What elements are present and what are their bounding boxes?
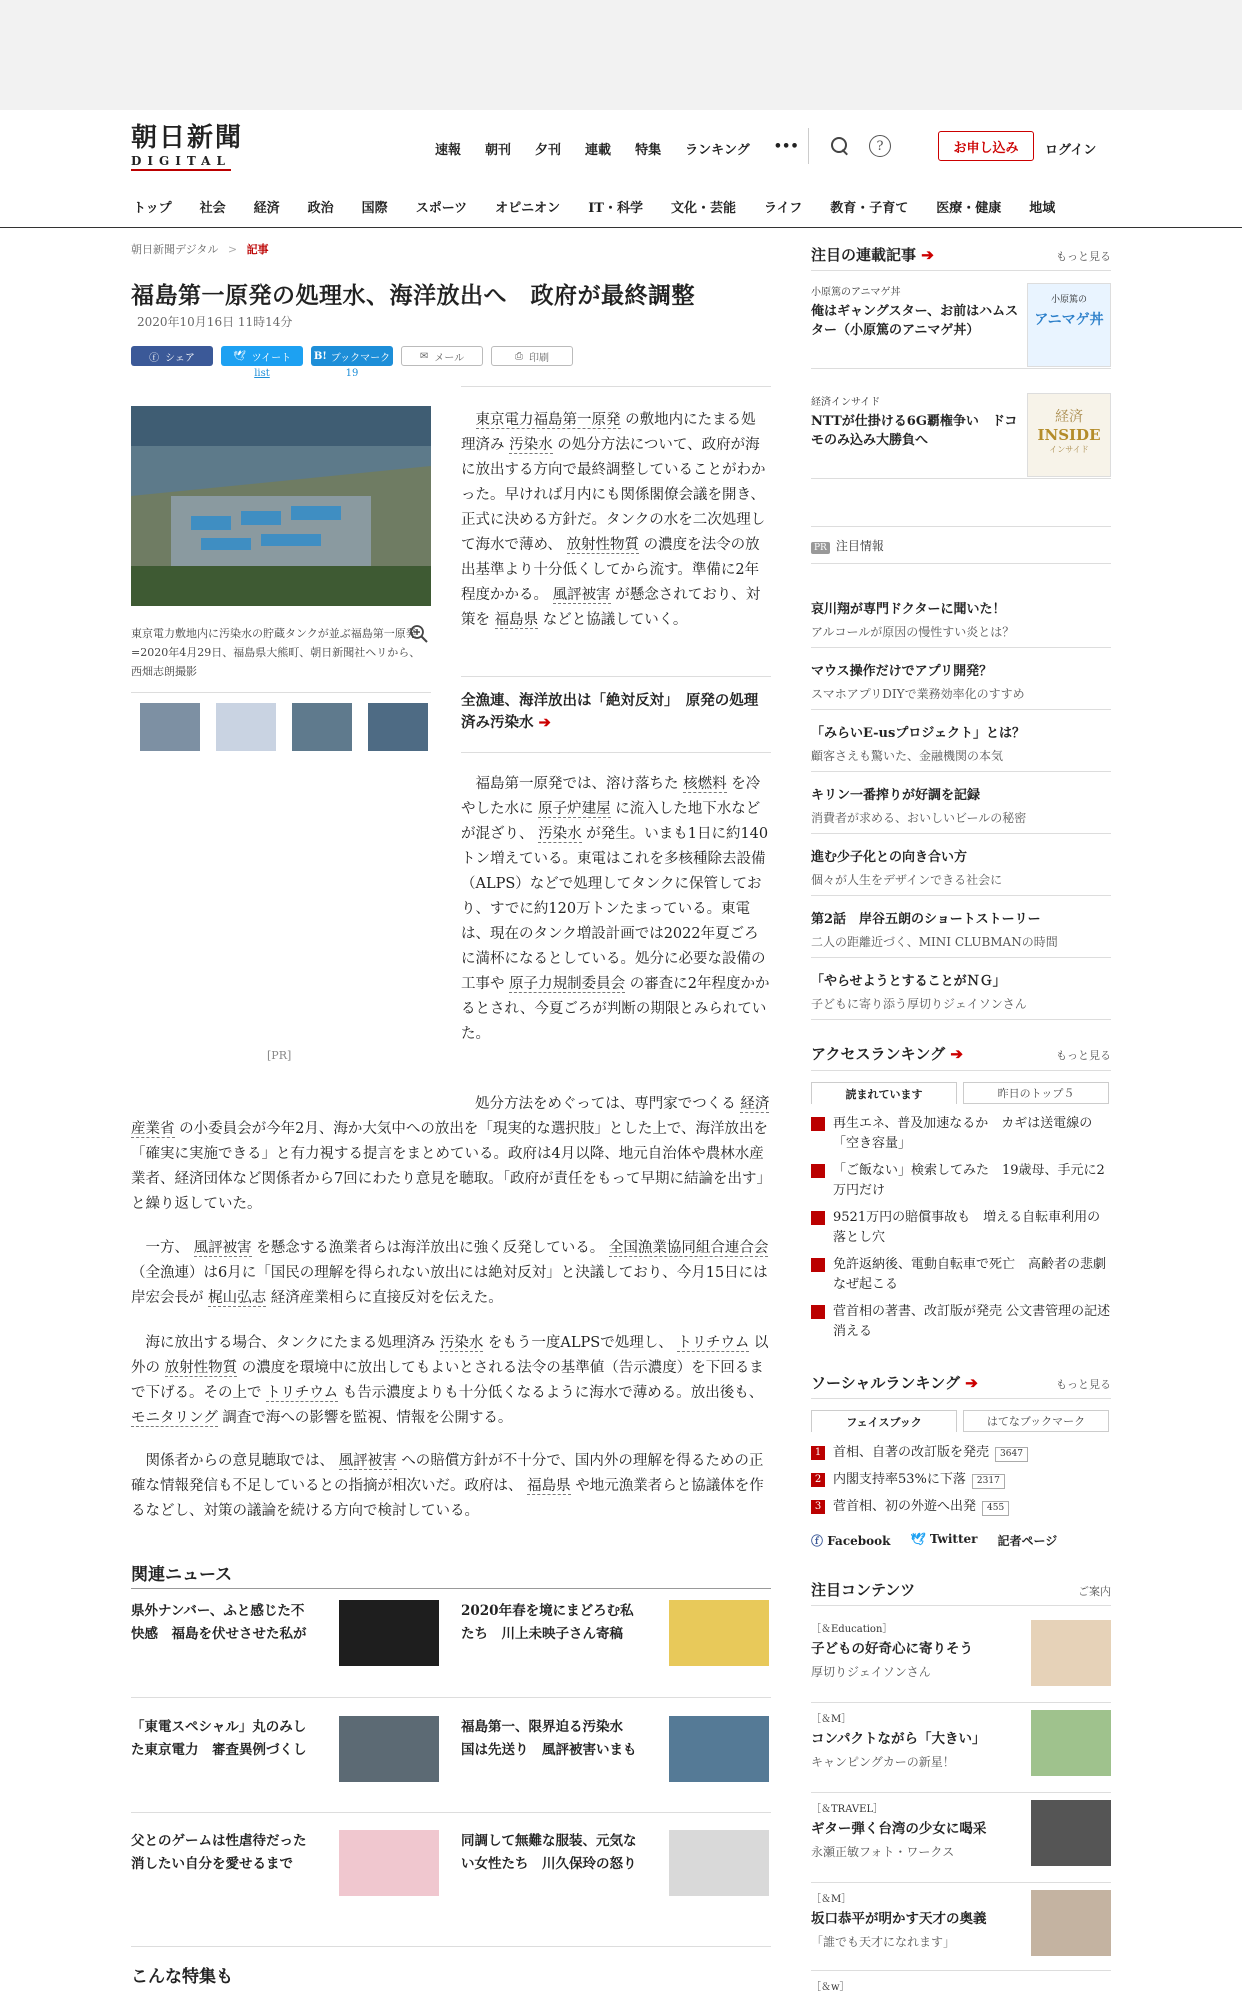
twitter-link[interactable]: 🕊 Twitter bbox=[910, 1532, 978, 1546]
related-news-thumbnail bbox=[669, 1716, 769, 1782]
article-paragraph: 海に放出する場合、タンクにたまる処理済み 汚染水 をもう一度ALPSで処理し、 トリチウム 以外の 放射性物質 の濃度を環境中に放出してもよいとされる法令の基準値（告示濃度）を下回るまで下げる。その上で トリチウム も告示濃度よりも十分低くなるように海水で薄める。放出後も、 モニタリング 調査で海への影響を監視、情報を公開する。 bbox=[131, 1335, 769, 1426]
keyword-link[interactable]: 福島県 bbox=[527, 1478, 571, 1494]
related-news-thumbnail bbox=[339, 1716, 439, 1782]
ranking-item[interactable]: 「ご飯ない」検索してみた 19歳母、手元に2万円だけ bbox=[811, 1161, 1111, 1201]
pr-heading: PR 注目情報 bbox=[811, 537, 884, 554]
keyword-link[interactable]: 核燃料 bbox=[683, 776, 727, 792]
article-lead: 東京電力福島第一原発 の敷地内にたまる処理済み 汚染水 の処分方法について、政府が海に放出する方向で最終調整していることがわかった。早ければ月内にも関係閣僚会議を開き、正式に決める方針だ。タンクの水を二次処理して海水で薄め、 放射性物質 の濃度を法令の放出基準より十分低くしてから流す。準備に2年程度かかる。 風評被害 が懸念されており、対策を 福島県 などと協議していく。 bbox=[461, 412, 766, 628]
topnav-item[interactable]: 連載 bbox=[585, 143, 612, 158]
article-paragraph: 処分方法をめぐっては、専門家でつくる 経済産業省 の小委員会が今年2月、海か大気中への放出を「現実的な選択肢」とした上で、海洋放出を「確実に実施できる」と有力視する提言をまとめている。政府は4月以降、地元自治体や農林水産業者、経済団体など関係者から7回にわたり意見を聴取。「政府が責任をもって早期に結論を出す」と繰り返していた。 bbox=[131, 1096, 771, 1212]
content-thumbnail bbox=[1031, 1620, 1111, 1686]
article-paragraph: 関係者からの意見聴取では、 風評被害 への賠償方針が不十分で、国内外の理解を得るための正確な情報発信も不足しているとの指摘が相次いだ。政府は、 福島県 や地元漁業者らと協議体を作るなどし、対策の議論を続ける方向で検討している。 bbox=[131, 1453, 764, 1519]
serial-thumbnail: 小原篤の アニマゲ丼 bbox=[1027, 283, 1111, 367]
content-item[interactable]: ［＆TRAVEL］ ギター弾く台湾の少女に喝采 永瀬正敏フォト・ワークス bbox=[811, 1800, 1111, 1890]
ranking-item[interactable]: 菅首相の著書、改訂版が発売 公文書管理の記述消える bbox=[811, 1302, 1111, 1342]
divider bbox=[461, 676, 771, 677]
more-link[interactable]: もっと見る bbox=[1056, 1378, 1111, 1391]
contents-heading: 注目コンテンツ bbox=[811, 1581, 916, 1599]
breadcrumb-home[interactable]: 朝日新聞デジタル bbox=[131, 243, 219, 256]
article-date: 2020年10月16日 11時14分 bbox=[137, 315, 293, 329]
topnav-item[interactable]: 特集 bbox=[635, 143, 662, 158]
divider bbox=[811, 270, 1111, 271]
more-link[interactable]: もっと見る bbox=[1056, 250, 1111, 263]
divider bbox=[811, 526, 1111, 527]
access-ranking-heading-row bbox=[811, 1043, 1111, 1067]
keyword-link[interactable]: トリチウム bbox=[677, 1335, 750, 1351]
divider bbox=[131, 1812, 771, 1813]
secnav-item[interactable]: スポーツ bbox=[415, 201, 468, 216]
secnav-item[interactable]: トップ bbox=[133, 201, 172, 216]
info-link[interactable]: ご案内 bbox=[1078, 1585, 1111, 1598]
help-icon[interactable]: ? bbox=[869, 135, 891, 157]
related-news-item[interactable]: 「東電スペシャル」丸のみした東京電力 審査異例づくし bbox=[131, 1716, 431, 1806]
pr-item[interactable]: 「やらせようとすることがＮＧ」 子どもに寄り添う厚切りジェイソンさん bbox=[811, 970, 1111, 1020]
mail-button[interactable]: ✉ メール bbox=[401, 346, 483, 366]
facebook-link[interactable]: ⓕ Facebook bbox=[811, 1534, 891, 1548]
arrow-right-icon: ➔ bbox=[921, 246, 934, 264]
divider bbox=[811, 1398, 1111, 1399]
contents-heading-row bbox=[811, 1579, 1111, 1603]
tab-most-read[interactable]: 読まれています bbox=[811, 1082, 957, 1104]
keyword-link[interactable]: 原子力規制委員会 bbox=[509, 976, 626, 992]
ranking-item[interactable]: 9521万円の賠償事故も 増える自転車利用の落とし穴 bbox=[811, 1208, 1111, 1248]
tweet-button[interactable]: 🕊 ツイート list bbox=[221, 346, 303, 366]
tab-hatena[interactable]: はてなブックマーク bbox=[963, 1410, 1109, 1432]
related-news-thumbnail bbox=[669, 1600, 769, 1666]
photo-thumbnail[interactable] bbox=[140, 703, 200, 751]
twitter-icon: 🕊 bbox=[232, 350, 246, 362]
keyword-link[interactable]: 全国漁業協同組合連合会 bbox=[608, 1240, 769, 1256]
ranking-item[interactable]: 再生エネ、普及加速なるか カギは送電線の「空き容量」 bbox=[811, 1114, 1111, 1154]
facebook-icon: ⓕ bbox=[149, 352, 160, 364]
share-count: 3647 bbox=[995, 1447, 1028, 1462]
keyword-link[interactable]: 福島県 bbox=[494, 612, 539, 628]
social-ranking-heading: ソーシャルランキング bbox=[811, 1374, 960, 1392]
article-main-photo[interactable] bbox=[131, 406, 431, 606]
divider bbox=[461, 752, 771, 753]
serial-title: NTTが仕掛ける6G覇権争い ドコモのみ込み大勝負へ bbox=[811, 414, 1018, 448]
divider bbox=[131, 1946, 771, 1947]
keyword-link[interactable]: 経済産業省 bbox=[131, 1096, 770, 1137]
divider bbox=[811, 563, 1111, 564]
subscribe-button[interactable]: お申し込み bbox=[938, 131, 1034, 161]
divider bbox=[131, 692, 431, 693]
ranking-marker bbox=[811, 1211, 825, 1225]
share-bar bbox=[131, 346, 573, 379]
topnav-item[interactable]: ランキング bbox=[685, 143, 750, 158]
rank-number: 3 bbox=[811, 1500, 825, 1514]
share-count: 2317 bbox=[972, 1474, 1005, 1489]
serial-kicker: 小原篤のアニマゲ丼 bbox=[811, 287, 901, 298]
feature-heading: こんな特集も bbox=[131, 1967, 233, 1987]
facebook-icon: ⓕ bbox=[811, 1534, 828, 1548]
related-news-item[interactable]: 福島第一、限界迫る汚染水 国は先送り 風評被害いまも bbox=[461, 1716, 761, 1806]
related-news-thumbnail bbox=[339, 1600, 439, 1666]
social-ranking-item[interactable]: 3 菅首相、初の外遊へ出発 455 bbox=[811, 1497, 1111, 1517]
keyword-link[interactable]: 汚染水 bbox=[439, 1335, 484, 1351]
photo-thumbnail[interactable] bbox=[216, 703, 276, 751]
content-item[interactable]: ［＆w］ bbox=[811, 1982, 850, 1993]
keyword-link[interactable]: トリチウム bbox=[266, 1385, 339, 1401]
social-ranking-item[interactable]: 2 内閣支持率53%に下落 2317 bbox=[811, 1470, 1111, 1490]
pr-label: [PR] bbox=[267, 1049, 292, 1062]
arrow-right-icon: ➔ bbox=[950, 1045, 963, 1063]
topnav-item[interactable]: 速報 bbox=[435, 143, 462, 158]
section-nav bbox=[0, 190, 1242, 228]
search-icon[interactable] bbox=[831, 137, 849, 155]
ranking-marker bbox=[811, 1117, 825, 1131]
serial-thumbnail: 経済 INSIDE インサイド bbox=[1027, 393, 1111, 477]
related-news-item[interactable]: 2020年春を境にまどろむ私たち 川上未映子さん寄稿 bbox=[461, 1600, 761, 1690]
top-nav bbox=[435, 139, 823, 158]
print-icon: ⎙ bbox=[515, 350, 523, 362]
tab-yesterday-top5[interactable]: 昨日のトップ５ bbox=[963, 1082, 1109, 1104]
article-paragraph: 福島第一原発では、溶け落ちた 核燃料 を冷やした水に 原子炉建屋 に流入した地下水などが混ざり、 汚染水 が発生。いまも1日に約140トン増えている。東電はこれを多核種除去設備（ALPS）などで処理してタンクに保管しており、すでに約120万トンたまっている。東電は、現在のタンク増設計画では2022年夏ごろに満杯になるとしている。処分に必要な設備の工事や 原子力規制委員会 の審査に2年程度かかるとされ、今夏ごろが判断の期限とみられていた。 bbox=[461, 776, 770, 1042]
hatena-bookmark-button[interactable]: B! ブックマーク 19 bbox=[311, 346, 393, 366]
share-count: 455 bbox=[982, 1501, 1009, 1516]
content-item[interactable]: ［＆M］ 坂口恭平が明かす天才の奥義 「誰でも天才になれます」 bbox=[811, 1890, 1111, 1980]
keyword-link[interactable]: 梶山弘志 bbox=[208, 1290, 267, 1306]
divider bbox=[131, 1697, 771, 1698]
keyword-link[interactable]: 汚染水 bbox=[538, 826, 582, 842]
serial-item[interactable] bbox=[811, 393, 1111, 479]
related-news-item[interactable]: 県外ナンバー、ふと感じた不快感 福島を伏せさせた私が bbox=[131, 1600, 431, 1690]
zoom-icon[interactable] bbox=[410, 625, 428, 643]
rank-number: 1 bbox=[811, 1446, 825, 1460]
content-item[interactable]: ［＆M］ コンパクトながら「大きい」 キャンピングカーの新星！ bbox=[811, 1710, 1111, 1800]
secnav-item[interactable]: 社会 bbox=[199, 201, 226, 216]
related-news-item[interactable]: 父とのゲームは性虐待だった 消したい自分を愛せるまで bbox=[131, 1830, 431, 1920]
secnav-item[interactable]: 文化・芸能 bbox=[670, 201, 736, 216]
topnav-item[interactable]: 夕刊 bbox=[535, 143, 562, 158]
content-item[interactable]: ［＆Education］ 子どもの好奇心に寄りそう 厚切りジェイソンさん bbox=[811, 1620, 1111, 1710]
pr-tag: PR bbox=[811, 542, 830, 554]
related-news-heading: 関連ニュース bbox=[131, 1565, 233, 1585]
social-ranking-heading-row bbox=[811, 1372, 1111, 1396]
pr-item[interactable]: キリン一番搾りが好調を記録 消費者が求める、おいしいビールの秘密 bbox=[811, 784, 1111, 834]
divider bbox=[811, 1070, 1111, 1071]
divider bbox=[461, 386, 771, 387]
hatena-icon: B! bbox=[313, 350, 327, 362]
serial-heading-row bbox=[811, 244, 1111, 268]
keyword-link[interactable]: 風評被害 bbox=[552, 587, 611, 603]
secnav-item[interactable]: ライフ bbox=[763, 201, 803, 216]
reporter-page-link[interactable]: 記者ページ bbox=[997, 1534, 1058, 1548]
photo-thumbnail[interactable] bbox=[368, 703, 428, 751]
article-title: 福島第一原発の処理水、海洋放出へ 政府が最終調整 bbox=[131, 282, 695, 309]
logo-en: DIGITAL bbox=[131, 154, 231, 171]
secnav-item[interactable]: オピニオン bbox=[495, 201, 561, 216]
pr-item[interactable]: 「みらいE-usプロジェクト」とは？ 顧客さえも驚いた、金融機関の本気 bbox=[811, 722, 1111, 772]
tweet-count[interactable]: list bbox=[254, 368, 270, 379]
ranking-marker bbox=[811, 1305, 825, 1319]
serial-kicker: 経済インサイド bbox=[811, 397, 881, 408]
topnav-item[interactable]: 朝刊 bbox=[485, 143, 512, 158]
photo-caption: 東京電力敷地内に汚染水の貯蔵タンクが並ぶ福島第一原発=2020年4月29日、福島県大熊町、朝日新聞社ヘリから、西畑志朗撮影 bbox=[131, 627, 421, 678]
login-link[interactable]: ログイン bbox=[1045, 143, 1097, 158]
keyword-link[interactable]: 東京電力福島第一原発 bbox=[475, 412, 621, 428]
serial-item[interactable] bbox=[811, 283, 1111, 369]
pr-item[interactable]: 哀川翔が専門ドクターに聞いた！ アルコールが原因の慢性すい炎とは？ bbox=[811, 598, 1111, 648]
breadcrumb-sep: > bbox=[227, 243, 238, 256]
pr-item[interactable]: マウス操作だけでアプリ開発？ スマホアプリDIYで業務効率化のすすめ bbox=[811, 660, 1111, 710]
article-paragraph: 一方、 風評被害 を懸念する漁業者らは海洋放出に強く反発している。 全国漁業協同組合連合会 （全漁連）は6月に「国民の理解を得られない放出には絶対反対」と決議しており、今月15日には岸宏会長が 梶山弘志 経済産業相らに直接反対を伝えた。 bbox=[131, 1240, 769, 1306]
keyword-link[interactable]: モニタリング bbox=[131, 1410, 218, 1426]
more-menu-icon[interactable]: ••• bbox=[773, 139, 799, 154]
print-button[interactable]: ⎙ 印刷 bbox=[491, 346, 573, 366]
logo-jp: 朝日新聞 bbox=[131, 123, 244, 153]
divider bbox=[131, 1588, 771, 1589]
bookmark-count[interactable]: 19 bbox=[345, 368, 359, 379]
keyword-link[interactable]: 原子炉建屋 bbox=[538, 801, 611, 817]
secnav-item[interactable]: IT・科学 bbox=[588, 201, 643, 216]
keyword-link[interactable]: 風評被害 bbox=[338, 1453, 397, 1469]
related-article-link[interactable]: 全漁連、海洋放出は「絶対反対」 原発の処理済み汚染水 ➔ bbox=[461, 692, 759, 731]
related-news-thumbnail bbox=[339, 1830, 439, 1896]
photo-thumbnail[interactable] bbox=[292, 703, 352, 751]
access-tabs bbox=[811, 1082, 1109, 1104]
access-ranking-heading: アクセスランキング bbox=[811, 1045, 946, 1063]
content-thumbnail bbox=[1031, 1710, 1111, 1776]
secnav-item[interactable]: 医療・健康 bbox=[936, 201, 1002, 216]
serial-title: 俺はギャングスター、お前はハムスター（小原篤のアニマゲ丼） bbox=[811, 304, 1019, 338]
mail-icon: ✉ bbox=[419, 350, 429, 362]
social-links bbox=[811, 1532, 1057, 1549]
arrow-right-icon: ➔ bbox=[965, 1374, 978, 1392]
divider bbox=[811, 1702, 1111, 1703]
keyword-link[interactable]: 放射性物質 bbox=[566, 537, 640, 553]
divider bbox=[811, 1882, 1111, 1883]
social-tabs bbox=[811, 1410, 1109, 1432]
more-link[interactable]: もっと見る bbox=[1056, 1049, 1111, 1062]
serial-heading: 注目の連載記事 bbox=[811, 246, 917, 264]
twitter-icon: 🕊 bbox=[910, 1532, 930, 1546]
social-ranking-item[interactable]: 1 首相、自著の改訂版を発売 3647 bbox=[811, 1443, 1111, 1463]
content-thumbnail bbox=[1031, 1800, 1111, 1866]
secnav-item[interactable]: 地域 bbox=[1029, 201, 1056, 216]
photo-thumbnails bbox=[140, 703, 428, 751]
ranking-marker bbox=[811, 1258, 825, 1272]
pr-item[interactable]: 進む少子化との向き合い方 個々が人生をデザインできる社会に bbox=[811, 846, 1111, 896]
related-news-item[interactable]: 同調して無難な服装、元気ない女性たち 川久保玲の怒り bbox=[461, 1830, 761, 1920]
tab-facebook[interactable]: フェイスブック bbox=[811, 1410, 957, 1432]
divider bbox=[811, 1970, 1111, 1971]
breadcrumb bbox=[131, 241, 269, 257]
divider bbox=[811, 1605, 1111, 1606]
ranking-item[interactable]: 免許返納後、電動自転車で死亡 高齢者の悲劇なぜ起こる bbox=[811, 1255, 1111, 1295]
ranking-marker bbox=[811, 1164, 825, 1178]
related-news-thumbnail bbox=[669, 1830, 769, 1896]
secnav-item[interactable]: 政治 bbox=[307, 201, 334, 216]
secnav-item[interactable]: 経済 bbox=[253, 201, 280, 216]
rank-number: 2 bbox=[811, 1473, 825, 1487]
secnav-item[interactable]: 国際 bbox=[361, 201, 388, 216]
divider bbox=[811, 1792, 1111, 1793]
keyword-link[interactable]: 風評被害 bbox=[193, 1240, 252, 1256]
arrow-right-icon: ➔ bbox=[538, 714, 551, 731]
breadcrumb-current[interactable]: 記事 bbox=[246, 243, 269, 256]
top-ad-banner bbox=[0, 0, 1242, 110]
header-icons bbox=[808, 128, 891, 164]
site-logo[interactable] bbox=[131, 124, 261, 171]
pr-item[interactable]: 第2話 岸谷五朗のショートストーリー 二人の距離近づく、MINI CLUBMANの時間 bbox=[811, 908, 1111, 958]
keyword-link[interactable]: 放射性物質 bbox=[164, 1360, 238, 1376]
facebook-share-button[interactable]: ⓕ シェア bbox=[131, 346, 213, 366]
content-thumbnail bbox=[1031, 1890, 1111, 1956]
secnav-item[interactable]: 教育・子育て bbox=[830, 201, 909, 216]
keyword-link[interactable]: 汚染水 bbox=[509, 437, 553, 453]
